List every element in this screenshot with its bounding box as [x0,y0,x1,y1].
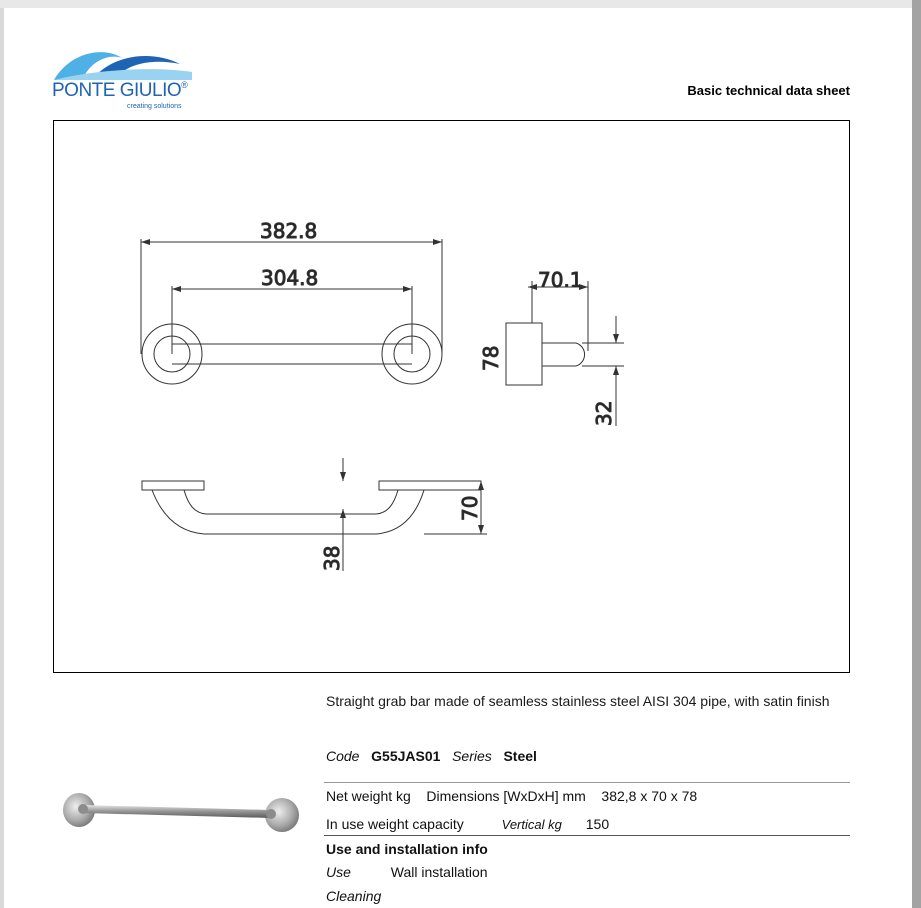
brand-tagline: creating solutions [127,103,182,110]
sheet-title: Basic technical data sheet [687,83,850,98]
dim-bar-height: 38 [320,545,344,571]
capacity-row [326,816,609,832]
grab-bar-image [59,783,309,843]
dim-flange: 78 [479,345,503,371]
use-install-heading [326,841,488,857]
dim-overall-width: 382.8 [260,219,318,243]
technical-drawing [53,120,850,673]
wave-logo-icon [52,44,202,84]
window-top-border [0,0,921,8]
dim-projection: 70.1 [538,268,583,292]
capacity-label: In use weight capacity [326,816,464,832]
section-heading: Use and installation info [326,841,488,857]
product-photo [59,783,309,848]
code-label: Code [326,748,360,764]
vertical-label: Vertical kg [501,817,562,832]
dimension-drawing-svg [54,121,849,672]
dim-bar-length: 304.8 [261,266,319,290]
cleaning-label: Cleaning [326,888,382,904]
brand-name: PONTE GIULIO® [52,80,188,101]
vertical-scrollbar[interactable] [912,0,921,908]
product-description: Straight grab bar made of seamless stainless steel AISI 304 pipe, with satin finish [326,693,830,709]
dim-depth: 70 [458,495,482,521]
code-value: G55JAS01 [371,748,441,764]
use-label: Use [326,864,351,880]
dimensions-row [326,788,697,804]
series-value: Steel [503,748,537,764]
cleaning-row [326,888,381,904]
use-row [326,864,488,880]
divider [324,782,850,783]
document-page [4,8,912,908]
dimensions-value: 382,8 x 70 x 78 [601,788,698,804]
series-label: Series [452,748,492,764]
vertical-value: 150 [585,816,610,832]
top-view [142,458,487,571]
use-value: Wall installation [390,864,488,880]
net-weight-label: Net weight kg [326,788,411,804]
dimensions-label: Dimensions [WxDxH] mm [426,788,586,804]
brand-logo [52,44,202,114]
code-series-row [326,748,537,764]
divider [324,835,850,836]
front-view [141,239,442,384]
dim-tube: 32 [592,400,616,426]
